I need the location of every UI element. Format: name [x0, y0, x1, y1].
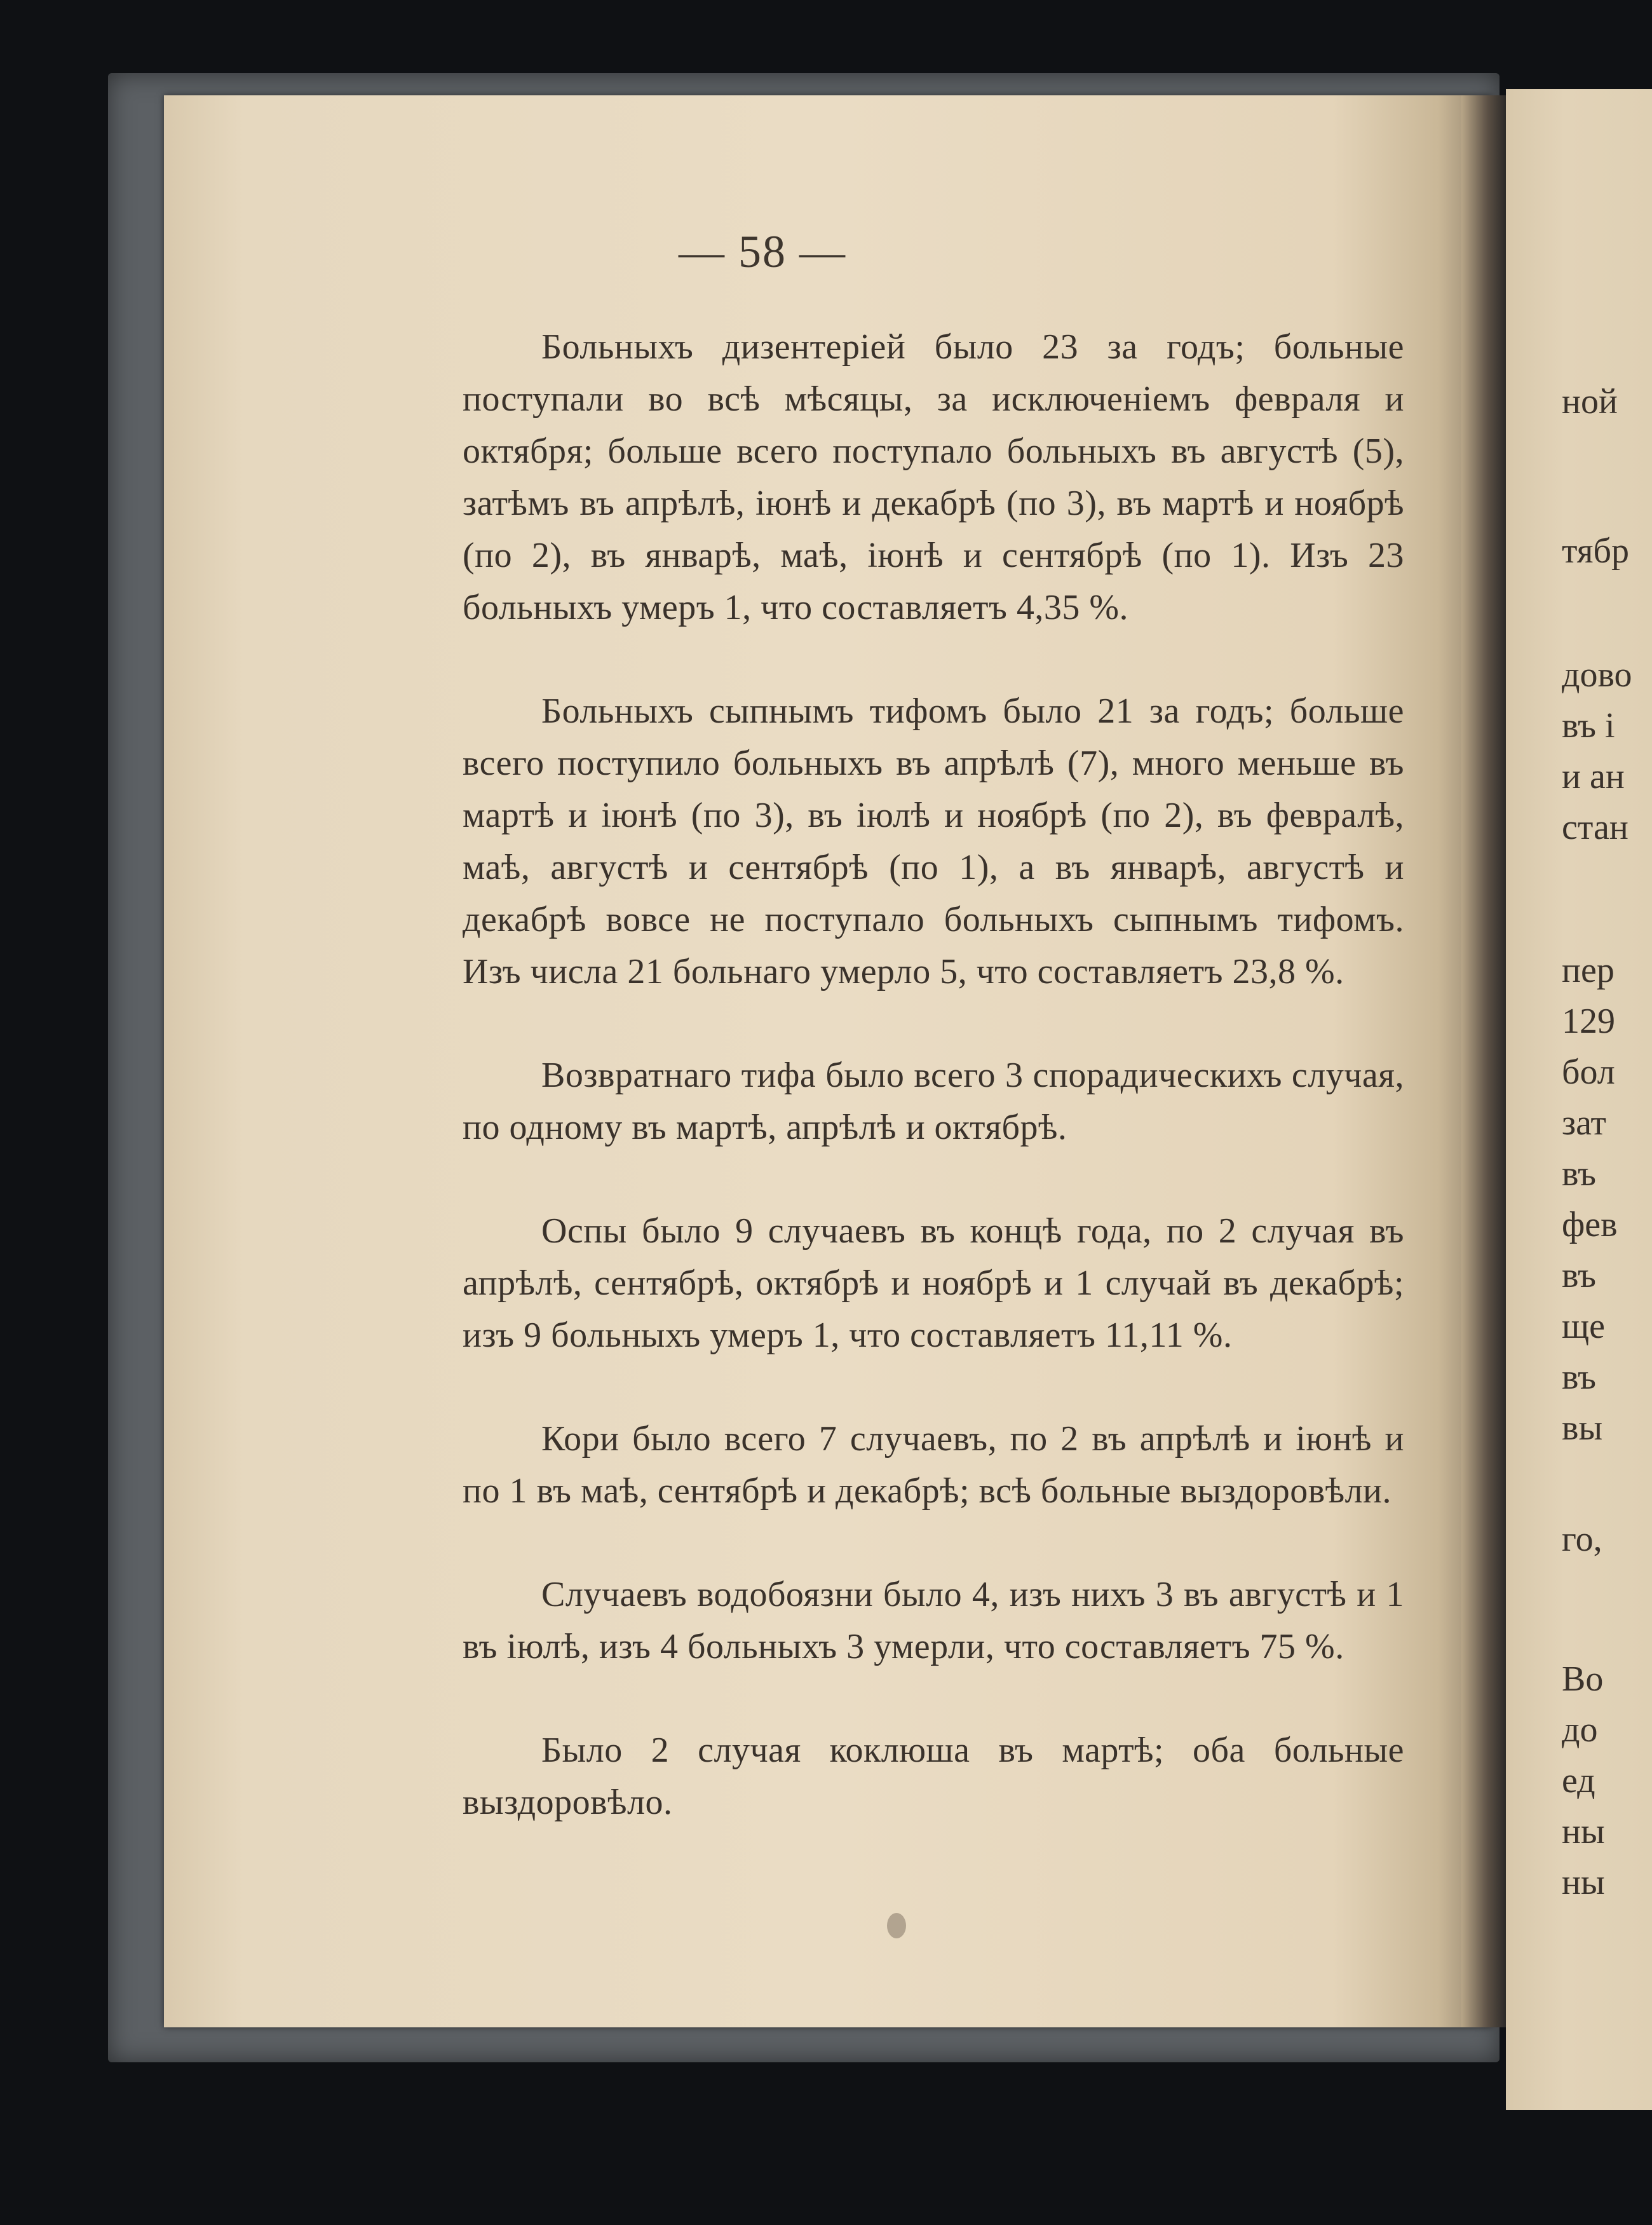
facing-line: пер — [1562, 951, 1615, 990]
book-gutter — [1461, 95, 1506, 2027]
facing-line: ще — [1562, 1307, 1605, 1346]
facing-line: ны — [1562, 1812, 1605, 1851]
facing-line: въ — [1562, 1154, 1597, 1194]
facing-line: вы — [1562, 1408, 1603, 1448]
page-text — [463, 321, 1404, 1880]
facing-line: ед — [1562, 1761, 1595, 1800]
facing-line: въ і — [1562, 706, 1615, 745]
paragraph-measles: Кори было всего 7 случаевъ, по 2 въ апрѣлѣ и іюнѣ и по 1 въ маѣ, сентябрѣ и декабрѣ; всѣ больные выздоровѣли. — [463, 1419, 1404, 1511]
facing-line: ны — [1562, 1863, 1605, 1902]
page-number: — 58 — — [679, 226, 846, 277]
facing-line: ной — [1562, 382, 1618, 421]
facing-line: тябр — [1562, 531, 1629, 571]
paragraph-relapsing-fever: Возвратнаго тифа было всего 3 спорадическихъ случая, по одному въ мартѣ, апрѣлѣ и октябрѣ. — [463, 1056, 1404, 1147]
facing-line: стан — [1562, 808, 1628, 847]
facing-line: въ — [1562, 1357, 1597, 1397]
paragraph-dysentery: Больныхъ дизентеріей было 23 за годъ; больные поступали во всѣ мѣсяцы, за исключеніемъ февраля и октября; больше всего поступало больныхъ въ августѣ (5), затѣмъ въ апрѣлѣ, іюнѣ и декабрѣ (по 3), въ мартѣ и ноябрѣ (по 2), въ январѣ, маѣ, іюнѣ и сентябрѣ (по 1). Изъ 23 больныхъ умеръ 1, что составляетъ 4,35 %. — [463, 327, 1404, 627]
facing-line: зат — [1562, 1103, 1606, 1143]
facing-line: 129 — [1562, 1002, 1615, 1041]
paragraph-whooping-cough: Было 2 случая коклюша въ мартѣ; оба больные выздоровѣло. — [463, 1731, 1404, 1822]
paragraph-rabies: Случаевъ водобоязни было 4, изъ нихъ 3 въ августѣ и 1 въ іюлѣ, изъ 4 больныхъ 3 умерли, что составляетъ 75 %. — [463, 1575, 1404, 1666]
facing-line: въ — [1562, 1256, 1597, 1295]
facing-line: бол — [1562, 1052, 1615, 1092]
ink-smudge — [887, 1913, 906, 1938]
facing-line: дово — [1562, 655, 1632, 695]
paragraph-smallpox: Оспы было 9 случаевъ въ концѣ года, по 2 случая въ апрѣлѣ, сентябрѣ, октябрѣ и ноябрѣ и 1 случай въ декабрѣ; изъ 9 больныхъ умеръ 1, что составляетъ 11,11 %. — [463, 1211, 1404, 1355]
facing-line: фев — [1562, 1205, 1618, 1244]
facing-line: Во — [1562, 1659, 1604, 1699]
facing-line: го, — [1562, 1520, 1602, 1559]
paragraph-typhus: Больныхъ сыпнымъ тифомъ было 21 за годъ; больше всего поступило больныхъ въ апрѣлѣ (7), много меньше въ мартѣ и іюнѣ (по 3), въ іюлѣ и ноябрѣ (по 2), въ февралѣ, маѣ, августѣ и сентябрѣ (по 1), а въ январѣ, августѣ и декабрѣ вовсе не поступало больныхъ сыпнымъ тифомъ. Изъ числа 21 больнаго умерло 5, что составляетъ 23,8 %. — [463, 691, 1404, 991]
facing-line: до — [1562, 1710, 1598, 1750]
facing-line: и ан — [1562, 757, 1625, 796]
